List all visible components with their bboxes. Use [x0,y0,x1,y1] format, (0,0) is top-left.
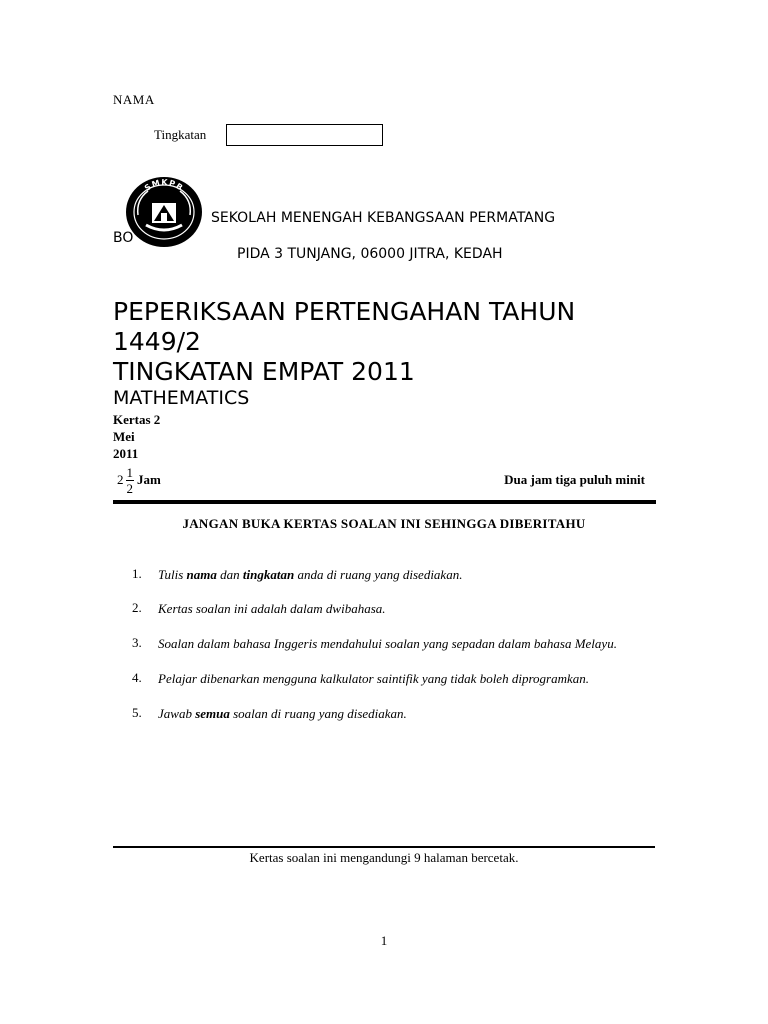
header-divider [113,500,656,504]
instruction-number: 3. [132,635,142,650]
instructions-list [132,566,652,722]
tingkatan-label: Tingkatan [154,127,207,142]
exam-title: PEPERIKSAAN PERTENGAHAN TAHUN [113,297,576,326]
logo-text: SMKPB [142,177,185,193]
duration-whole: 2 [117,472,124,487]
page-number: 1 [380,933,388,948]
bold-term: semua [195,706,230,721]
instruction-item [132,670,652,687]
instruction-number: 1. [132,566,142,581]
bold-term: tingkatan [242,567,295,582]
instruction-text: Soalan dalam bahasa Inggeris mendahului soalan yang sepadan dalam bahasa Melayu. [158,636,617,651]
duration-words: Dua jam tiga puluh minit [504,472,645,487]
instruction-item: 5. Jawab semua soalan di ruang yang disediakan. [132,705,407,721]
instruction-item: 1. Tulis nama dan tingkatan anda di ruang yang disediakan. [132,566,463,582]
exam-code: 1449/2 [113,327,201,356]
subject-title: MATHEMATICS [113,387,250,409]
year-label: 2011 [113,446,139,461]
instruction-number: 2. [132,600,142,615]
instruction-text: Pelajar dibenarkan mengguna kalkulator saintifik yang tidak boleh diprogramkan. [158,671,589,686]
school-name-wrap: BO [113,230,134,246]
warning-text: JANGAN BUKA KERTAS SOALAN INI SEHINGGA DIBERITAHU [182,516,586,531]
nama-label: NAMA [113,92,155,107]
instruction-item [132,600,652,617]
duration-fraction [126,465,135,496]
school-name-line: SEKOLAH MENENGAH KEBANGSAAN PERMATANG [211,210,556,226]
exam-form-year: TINGKATAN EMPAT 2011 [113,357,415,386]
instruction-number: 4. [132,670,142,685]
duration [113,462,161,498]
tingkatan-input-box[interactable] [226,124,383,146]
fraction-denominator: 2 [126,480,133,496]
fraction-numerator: 1 [126,464,133,480]
duration-unit: Jam [137,472,161,487]
bold-term: nama [186,567,217,582]
footer-divider [113,846,655,848]
month-label: Mei [113,429,135,444]
school-address-line: PIDA 3 TUNJANG, 06000 JITRA, KEDAH [237,246,503,262]
instruction-number: 5. [132,705,142,720]
paper-label: Kertas 2 [113,412,161,427]
instruction-item [132,635,652,652]
page-count-note: Kertas soalan ini mengandungi 9 halaman bercetak. [249,850,519,865]
instruction-text: Kertas soalan ini adalah dalam dwibahasa. [158,601,386,616]
